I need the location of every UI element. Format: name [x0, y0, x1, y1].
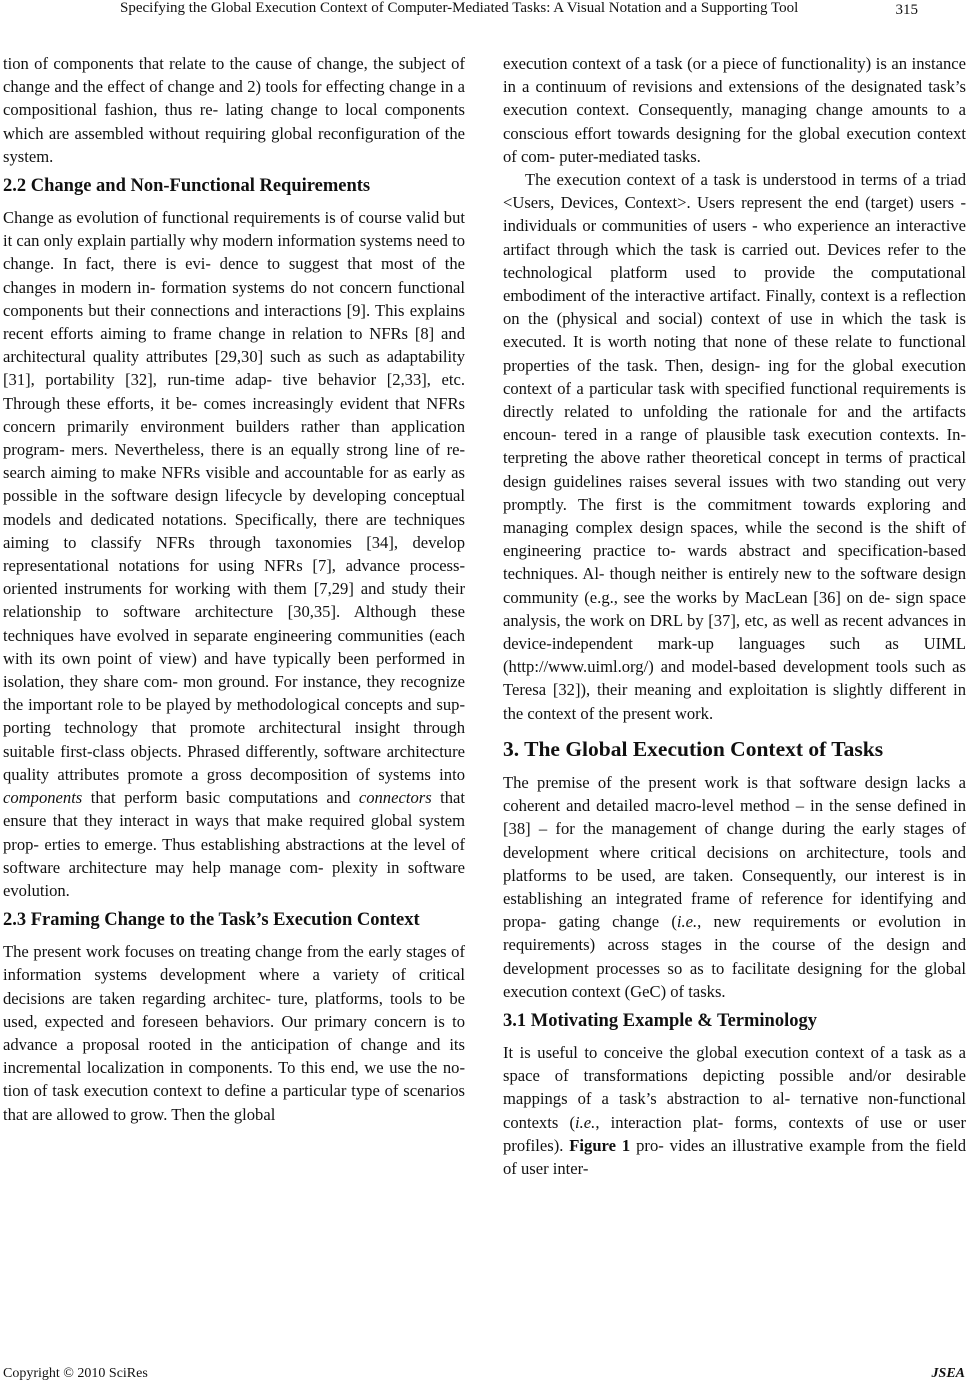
section-heading-2-2: 2.2 Change and Non-Functional Requirements [3, 176, 371, 197]
emphasis: i.e. [676, 912, 698, 932]
text-run: that perform basic computations and [82, 788, 359, 808]
copyright-notice: Copyright © 2010 SciRes [3, 1366, 148, 1381]
paragraph: tion of components that relate to the cause of change, the subject of change and the effect of change and 2) tools for effecting change in a compositional fashion, thus re- lating change to local components which are assembled without requiring global reconfiguration of the system. [3, 54, 465, 166]
text-run: , new requirements or evolution in requirements) across stages in the course of the design and development processes so as to facilitate designing for the global execution context (GeC) of tasks. [503, 912, 966, 1001]
section-heading-3-1: 3.1 Motivating Example & Terminology [503, 1010, 817, 1031]
text-run: , interaction plat- forms, contexts of use or user profiles). [503, 1112, 966, 1155]
right-column [503, 52, 966, 1180]
paragraph: execution context of a task (or a piece of functionality) is an instance in a continuum of revisions and extensions of the designated task’s execution context. Consequently, managing change amounts to a conscious effort towards designing for the global execution context of com- puter-mediated tasks. [503, 54, 966, 166]
text-run: that ensure that they interact in ways that make required global system prop- erties to emerge. Thus establishing abstractions at the level of software architecture may help manage com- plexity in software evolution. [3, 788, 465, 900]
emphasis: components [3, 788, 83, 808]
running-title: Specifying the Global Execution Context of Computer-Mediated Tasks: A Visual Notation and a Supporting Tool [120, 0, 799, 16]
text-run: The premise of the present work is that software design lacks a coherent and detailed macro-level method – in the sense defined in [38] – for the management of change during the early stages of development where critical decisions on architecture, tools and platforms to be used, are taken. Consequently, our interest is in establishing an integrated frame of reference for identifying and propa- gating change ( [503, 772, 966, 932]
text-run: Change as evolution of functional requirements is of course valid but it can only explain partially why modern information systems need to change. In fact, there is evi- dence to suggest that most of the changes in modern in- formation systems do not concern functional components but their connections and interactions [9]. This explains recent efforts aiming to frame change in relation to NFRs [8] and architectural quality attributes [29,30] such as such as adaptability [31], portability [32], run-time adap- tive behavior [2,33], etc. Through these efforts, it be- comes increasingly evident that NFRs concern primarily environment builders rather than application program- mers. Nevertheless, there is an equally strong line of re- search aiming to make NFRs visible and accountable for as early as possible in the software design lifecycle by developing conceptual models and dedicated notations. Specifically, there are techniques aiming to classify NFRs through taxonomies [34], develop representational notations for using NFRs [7], advance process-oriented instruments for working with them [7,29] and study their relationship to software architecture [30,35]. Although these techniques have evolved in separate engineering communities (each with its own point of view) and have typically been performed in isolation, they share com- mon ground. For instance, they recognize the important role to be played by methodological concepts and sup- porting technology that promote architectural insight through suitable first-class objects. Phrased differently, software architecture quality attributes promote a gross decomposition of systems into [3, 208, 465, 784]
text-run: It is useful to conceive the global execution context of a task as a space of transformations depicting possible and/or desirable mappings of a task’s abstraction to al- ternative non-functional contexts ( [503, 1042, 966, 1132]
paragraph [503, 1041, 966, 1180]
page-footer [3, 1366, 965, 1384]
paragraph [3, 206, 465, 902]
paragraph: The execution context of a task is understood in terms of a triad <Users, Devices, Context>. Users represent the end (target) users - individuals or communities of users - who experience an interactive artifact through which the task is carried out. Devices refer to the technological platform used to provide the computational embodiment of the interactive artifact. Finally, context is a reflection on the (physical and social) context of use in which the task is executed. It is worth noting that none of these relate to functional properties of the task. Then, design- ing for the global execution context of a particular task with specified functional requirements is directly related to unfolding the rationale for and the artifacts encoun- tered in a range of plausible task execution contexts. In- terpreting the above rather theoretical concept in terms of practical design guidelines raises several issues with two standing out very promptly. The first is the commitment towards exploring and managing complex design spaces, while the second is the shift of engineering practice to- wards abstract and specification-based techniques. Al- though neither is entirely new to the software design community (e.g., see the works by MacLean [36] on de- sign space analysis, the work on DRL by [37], etc, as well as recent advances in device-independent mark-up languages such as UIML (http://www.uiml.org/) and model-based development tools such as Teresa [32]), their meaning and exploitation is slightly different in the context of the present work. [503, 170, 966, 723]
section-heading-2-3: 2.3 Framing Change to the Task’s Execution Context [3, 910, 420, 931]
section-heading-3: 3. The Global Execution Context of Tasks [503, 736, 884, 761]
text-run: pro- vides an illustrative example from the field of user inter- [503, 1135, 966, 1178]
left-column [3, 52, 465, 1126]
emphasis: connectors [358, 788, 432, 808]
journal-name: JSEA [931, 1366, 965, 1381]
paragraph [503, 771, 966, 1003]
figure-reference: Figure 1 [569, 1135, 631, 1155]
paragraph: The present work focuses on treating change from the early stages of information systems development where a variety of critical decisions are taken regarding architec- ture, platforms, tools to be used, expected and foreseen behaviors. Our primary concern is to advance a proposal rooted in the anticipation of change and its incremental localization in components. To this end, we use the no- tion of task execution context to define a particular type of scenarios that are allowed to grow. Then the global [3, 942, 465, 1124]
emphasis: i.e. [575, 1112, 596, 1132]
running-header [60, 0, 928, 24]
page-number: 315 [895, 2, 918, 18]
